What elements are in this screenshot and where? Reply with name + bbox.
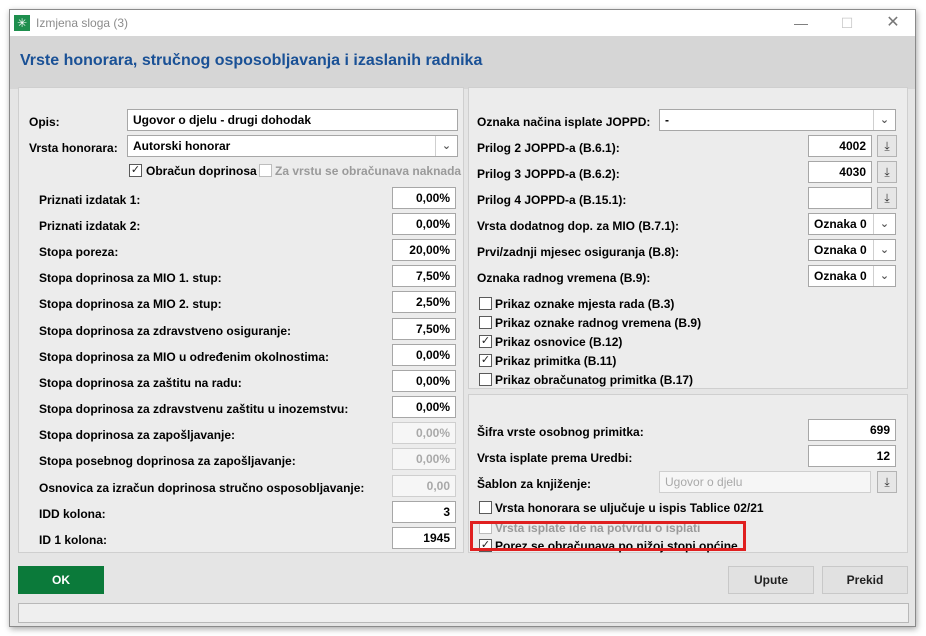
oznaka-nacina-label: Oznaka načina isplate JOPPD: (477, 115, 651, 129)
row-label: Stopa doprinosa za MIO 1. stup: (39, 271, 222, 285)
checkbox-radno-vrijeme[interactable] (479, 316, 492, 329)
prekid-button[interactable]: Prekid (822, 566, 908, 594)
row-label: Stopa doprinosa za zapošljavanje: (39, 428, 236, 442)
prvi-zadnji-select[interactable] (808, 239, 896, 261)
prvi-zadnji-label: Prvi/zadnji mjesec osiguranja (B.8): (477, 245, 680, 259)
row-label: Priznati izdatak 2: (39, 219, 141, 233)
checkbox-label: Vrsta honorara se uljučuje u ispis Tablice 02/21 (495, 501, 764, 515)
download-icon[interactable]: ⤓ (877, 161, 897, 183)
maximize-button[interactable]: ☐ (840, 15, 854, 31)
sablon-field[interactable]: Ugovor o djelu (659, 471, 871, 493)
row-value[interactable]: 7,50% (392, 265, 456, 287)
row-value[interactable]: 20,00% (392, 239, 456, 261)
minimize-button[interactable]: — (794, 15, 808, 31)
opis-label: Opis: (29, 115, 60, 129)
dialog-window (9, 9, 916, 627)
row-label: Osnovica za izračun doprinosa stručno osposobljavanje: (39, 481, 365, 495)
obracun-doprinosa-checkbox[interactable]: ✓ (130, 164, 141, 176)
prilog2-field[interactable]: 4002 (808, 135, 872, 157)
checkbox-tablica[interactable] (479, 501, 492, 514)
left-panel (18, 87, 464, 553)
highlight-frame (470, 521, 746, 551)
row-value[interactable]: 0,00% (392, 422, 456, 444)
row-value[interactable]: 0,00 (392, 475, 456, 497)
checkbox-label: Vrsta isplate ide na potvrdu o isplati (495, 521, 701, 535)
header-band (10, 36, 915, 89)
row-label: Priznati izdatak 1: (39, 193, 141, 207)
vrsta-honorara-value: Autorski honorar (133, 139, 231, 153)
row-value[interactable]: 1945 (392, 527, 456, 549)
isplata-field[interactable]: 12 (808, 445, 896, 467)
star-icon: ✳ (14, 15, 30, 31)
row-label: Stopa doprinosa za zaštitu na radu: (39, 376, 242, 390)
vrsta-dop-value: Oznaka 0 (814, 217, 867, 231)
chevron-down-icon[interactable]: ⌄ (873, 214, 895, 234)
radno-vrijeme-label: Oznaka radnog vremena (B.9): (477, 271, 651, 285)
checkbox-label: Prikaz osnovice (B.12) (495, 335, 623, 349)
window-title-text: Izmjena sloga (36, 16, 111, 30)
checkbox-label: Prikaz oznake mjesta rada (B.3) (495, 297, 675, 311)
checkbox-osnovica[interactable]: ✓ (480, 335, 491, 347)
radno-vrijeme-select[interactable] (808, 265, 896, 287)
row-value[interactable]: 3 (392, 501, 456, 523)
upute-button[interactable]: Upute (728, 566, 814, 594)
row-label: Stopa poreza: (39, 245, 119, 259)
row-label: Stopa doprinosa za zdravstveno osiguranje: (39, 324, 292, 338)
vrsta-honorara-label: Vrsta honorara: (29, 141, 118, 155)
chevron-down-icon[interactable]: ⌄ (873, 240, 895, 260)
row-value[interactable]: 0,00% (392, 213, 456, 235)
page-title: Vrste honorara, stručnog osposobljavanja i izaslanih radnika (20, 52, 483, 69)
row-value[interactable]: 0,00% (392, 448, 456, 470)
sifra-field[interactable]: 699 (808, 419, 896, 441)
sablon-label: Šablon za knjiženje: (477, 477, 592, 491)
isplata-label: Vrsta isplate prema Uredbi: (477, 451, 633, 465)
prilog3-label: Prilog 3 JOPPD-a (B.6.2): (477, 167, 620, 181)
vrsta-honorara-select[interactable] (127, 135, 458, 157)
row-value[interactable]: 2,50% (392, 291, 456, 313)
checkbox-label: Prikaz obračunatog primitka (B.17) (495, 373, 694, 387)
joppd-panel (468, 87, 908, 389)
prvi-zadnji-value: Oznaka 0 (814, 243, 867, 257)
row-value[interactable]: 0,00% (392, 396, 456, 418)
checkbox-label: Prikaz primitka (B.11) (495, 354, 617, 368)
row-value[interactable]: 0,00% (392, 370, 456, 392)
download-icon[interactable]: ⤓ (877, 135, 897, 157)
window-title (36, 16, 128, 30)
row-label: Stopa doprinosa za MIO 2. stup: (39, 297, 222, 311)
prilog4-label: Prilog 4 JOPPD-a (B.15.1): (477, 193, 627, 207)
checkbox-label: Prikaz oznake radnog vremena (B.9) (495, 316, 702, 330)
obracun-doprinosa-label: Obračun doprinosa (146, 164, 257, 178)
za-vrstu-checkbox[interactable] (259, 164, 272, 177)
row-value[interactable]: 7,50% (392, 318, 456, 340)
download-icon[interactable]: ⤓ (877, 187, 897, 209)
prilog3-field[interactable]: 4030 (808, 161, 872, 183)
checkbox-label: Porez se obračunava po nižoj stopi općine (495, 539, 738, 553)
radno-vrijeme-value: Oznaka 0 (814, 269, 867, 283)
download-icon[interactable]: ⤓ (877, 471, 897, 493)
row-label: Stopa doprinosa za zdravstvenu zaštitu u inozemstvu: (39, 402, 349, 416)
chevron-down-icon[interactable]: ⌄ (873, 110, 895, 130)
checkbox-primitak[interactable]: ✓ (480, 354, 491, 366)
checkbox-mjesto-rada[interactable] (479, 297, 492, 310)
row-label: ID 1 kolona: (39, 533, 108, 547)
sifra-label: Šifra vrste osobnog primitka: (477, 425, 644, 439)
oznaka-nacina-value: - (665, 113, 669, 127)
checkbox-obracunati-primitak[interactable] (479, 373, 492, 386)
ok-button[interactable]: OK (18, 566, 104, 594)
vrsta-dop-select[interactable] (808, 213, 896, 235)
close-button[interactable]: ✕ (886, 14, 900, 31)
vrsta-dop-label: Vrsta dodatnog dop. za MIO (B.7.1): (477, 219, 680, 233)
row-label: IDD kolona: (39, 507, 106, 521)
row-value[interactable]: 0,00% (392, 344, 456, 366)
checkbox-porez-nizoj-stopi[interactable]: ✓ (480, 539, 491, 551)
row-label: Stopa doprinosa za MIO u određenim okolnostima: (39, 350, 330, 364)
opis-field[interactable]: Ugovor o djelu - drugi dohodak (127, 109, 458, 131)
oznaka-nacina-select[interactable] (659, 109, 896, 131)
row-label: Stopa posebnog doprinosa za zapošljavanje: (39, 454, 296, 468)
status-bar (18, 603, 909, 623)
prilog4-field[interactable] (808, 187, 872, 209)
za-vrstu-label: Za vrstu se obračunava naknada (275, 164, 462, 178)
title-bar (10, 10, 915, 36)
prilog2-label: Prilog 2 JOPPD-a (B.6.1): (477, 141, 620, 155)
chevron-down-icon[interactable]: ⌄ (435, 136, 457, 156)
row-value[interactable]: 0,00% (392, 187, 456, 209)
window-title-count: (3) (113, 16, 129, 30)
chevron-down-icon[interactable]: ⌄ (873, 266, 895, 286)
